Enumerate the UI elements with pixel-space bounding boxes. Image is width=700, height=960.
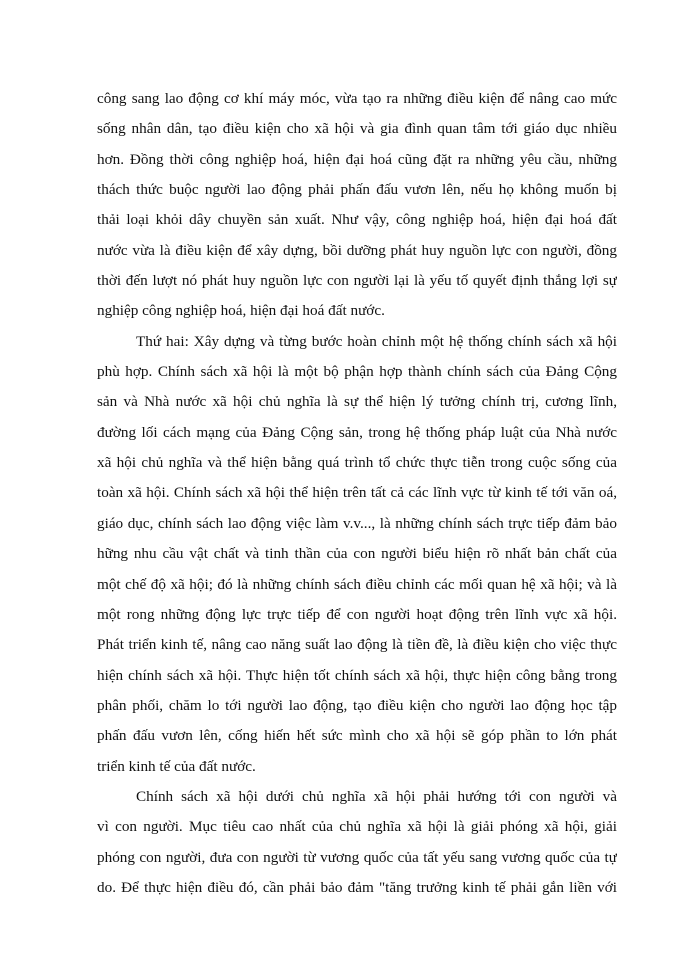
- text-line: sống nhân dân, tạo điều kiện cho xã hội và gia đình quan tâm tới giáo dục nhiều: [97, 120, 617, 138]
- text-line: toàn xã hội. Chính sách xã hội thể hiện trên tất cả các lĩnh vực từ kinh tế tới văn oá,: [97, 484, 617, 502]
- text-line: xã hội chủ nghĩa và thể hiện bằng quá trình tổ chức thực tiễn trong cuộc sống của: [97, 454, 617, 472]
- paragraph-1: [97, 84, 617, 327]
- text-line: hững nhu cầu vật chất và tinh thần của con người biểu hiện rõ nhất bản chất của: [97, 545, 617, 563]
- text-line: phóng con người, đưa con người từ vương quốc của tất yếu sang vương quốc của tự: [97, 848, 617, 866]
- text-line: do. Để thực hiện điều đó, cần phải bảo đảm "tăng trưởng kinh tế phải gắn liền với: [97, 878, 617, 896]
- text-line: Thứ hai: Xây dựng và từng bước hoàn chỉnh một hệ thống chính sách xã hội: [136, 332, 617, 350]
- text-line: hiện chính sách xã hội. Thực hiện tốt chính sách xã hội, thực hiện công bằng trong: [97, 666, 617, 684]
- text-line: giáo dục, chính sách lao động việc làm v.v..., là những chính sách trực tiếp đảm bảo: [97, 514, 617, 532]
- text-line: vì con người. Mục tiêu cao nhất của chủ nghĩa xã hội là giải phóng xã hội, giải: [97, 818, 617, 836]
- text-line: Chính sách xã hội dưới chủ nghĩa xã hội phải hướng tới con người và: [136, 787, 617, 805]
- text-line: hơn. Đồng thời công nghiệp hoá, hiện đại hoá cũng đặt ra những yêu cầu, những: [97, 150, 617, 168]
- text-line: thải loại khỏi dây chuyền sản xuất. Như vậy, công nghiệp hoá, hiện đại hoá đất: [97, 211, 617, 229]
- text-line: nghiệp công nghiệp hoá, hiện đại hoá đất nước.: [97, 302, 385, 320]
- text-line: Phát triển kinh tế, nâng cao năng suất lao động là tiền đề, là điều kiện cho việc thực: [97, 636, 617, 654]
- text-line: sản và Nhà nước xã hội chủ nghĩa là sự thể hiện lý tưởng chính trị, cương lĩnh,: [97, 393, 617, 411]
- text-line: thách thức buộc người lao động phải phấn đấu vươn lên, nếu họ không muốn bị: [97, 181, 617, 199]
- document-body: [97, 84, 617, 903]
- text-line: đường lối cách mạng của Đảng Cộng sản, trong hệ thống pháp luật của Nhà nước: [97, 423, 617, 441]
- text-line: một rong những động lực trực tiếp để con người hoạt động trên lĩnh vực xã hội.: [97, 605, 617, 623]
- text-line: nước vừa là điều kiện để xây dựng, bồi dưỡng phát huy nguồn lực con người, đồng: [97, 241, 617, 259]
- text-line: phấn đấu vươn lên, cống hiến hết sức mình cho xã hội sẽ góp phần to lớn phát: [97, 727, 617, 745]
- text-line: công sang lao động cơ khí máy móc, vừa tạo ra những điều kiện để nâng cao mức: [97, 90, 617, 107]
- text-line: phân phối, chăm lo tới người lao động, tạo điều kiện cho người lao động học tập: [97, 696, 617, 714]
- text-line: một chế độ xã hội; đó là những chính sách điều chỉnh các mối quan hệ xã hội; và là: [97, 575, 617, 593]
- paragraph-2: [97, 327, 617, 782]
- paragraph-3: [97, 782, 617, 903]
- text-line: thời đến lượt nó phát huy nguồn lực con người lại là yếu tố quyết định thắng lợi sự: [97, 272, 617, 290]
- text-line: triển kinh tế của đất nước.: [97, 757, 256, 775]
- text-line: phù hợp. Chính sách xã hội là một bộ phận hợp thành chính sách của Đảng Cộng: [97, 363, 617, 381]
